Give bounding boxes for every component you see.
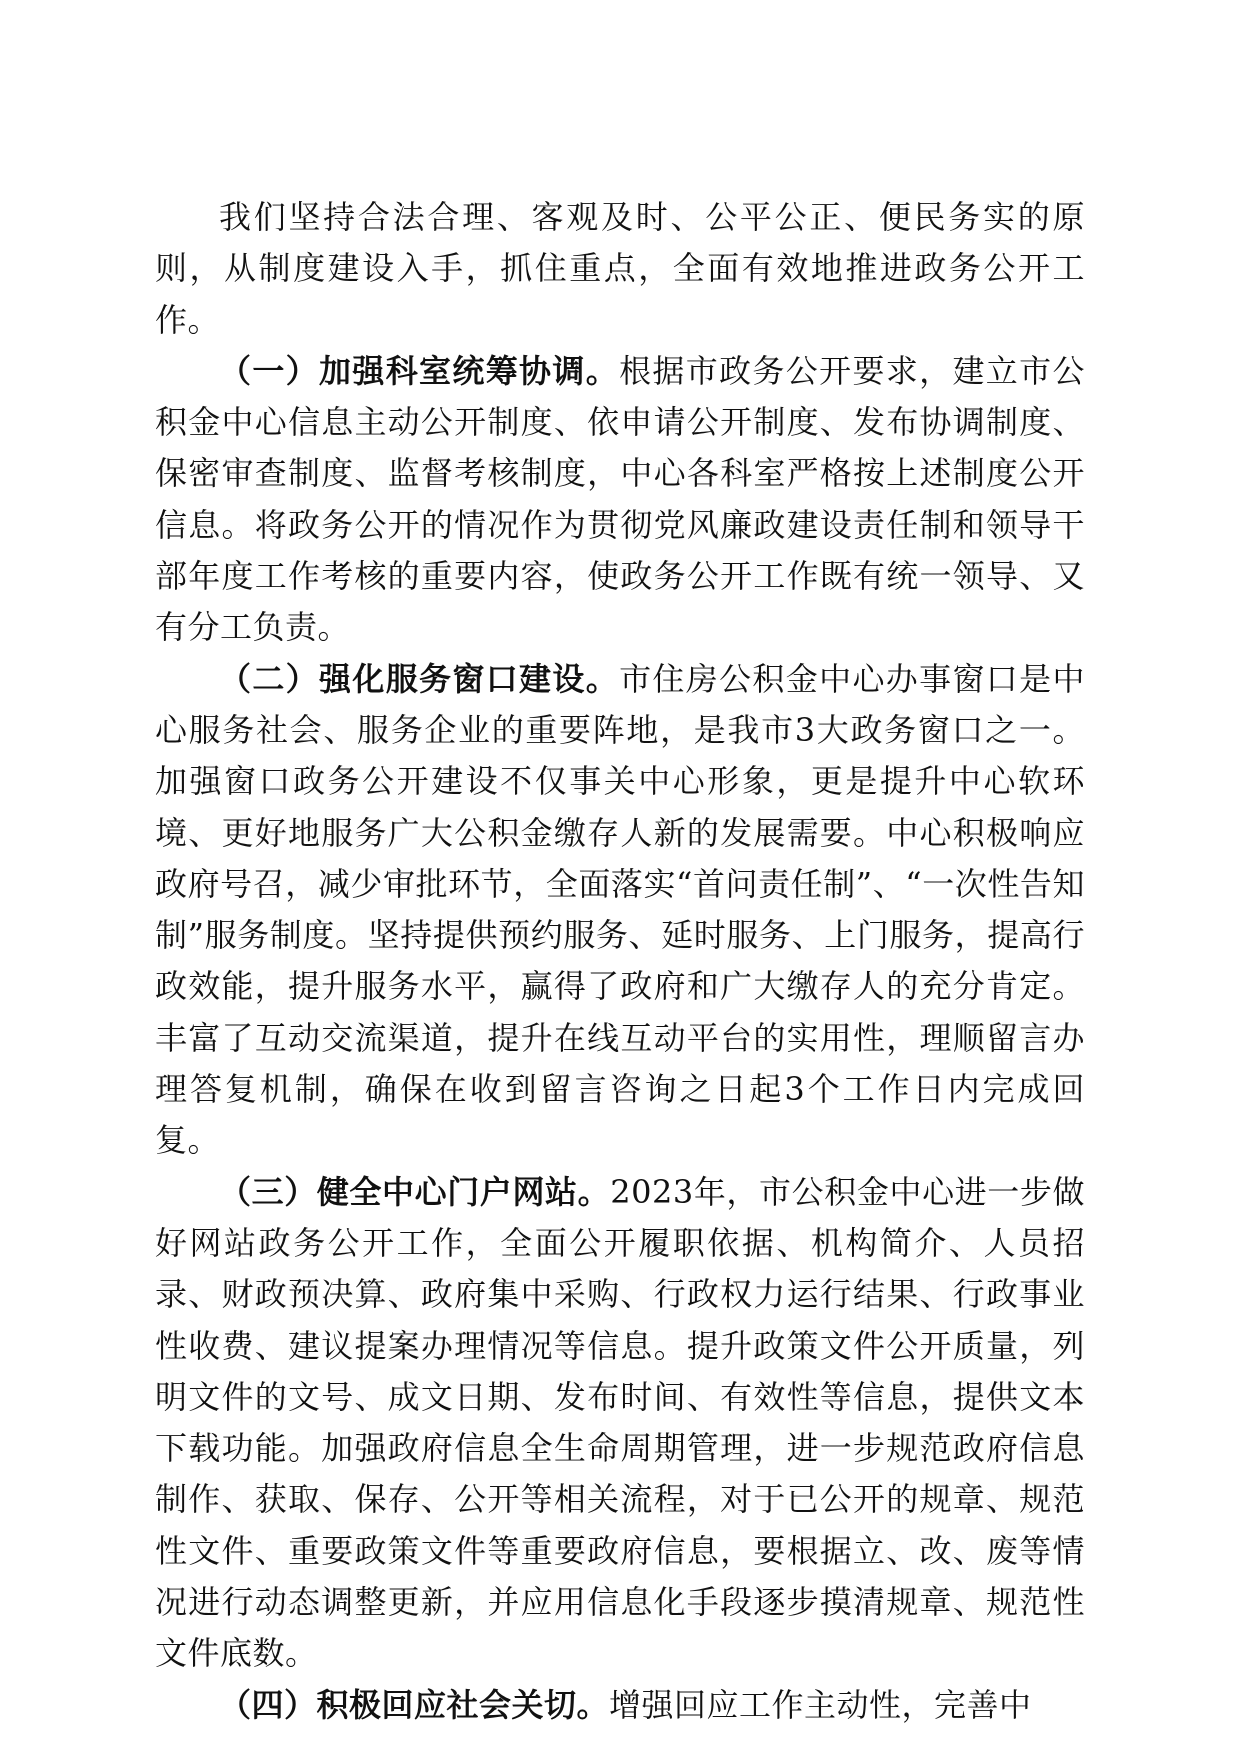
section-3-heading: （三）健全中心门户网站。 [219, 1172, 611, 1211]
section-2-paragraph [155, 654, 1085, 1167]
section-2-body: 市住房公积金中心办事窗口是中心服务社会、服务企业的重要阵地，是我市3大政务窗口之一。加强窗口政务公开建设不仅事关中心形象，更是提升中心软环境、更好地服务广大公积金缴存人新的发展需要。中心积极响应政府号召，减少审批环节，全面落实“首问责任制”、“一次性告知制”服务制度。坚持提供预约服务、延时服务、上门服务，提高行政效能，提升服务水平，赢得了政府和广大缴存人的充分肯定。丰富了互动交流渠道，提升在线互动平台的实用性，理顺留言办理答复机制，确保在收到留言咨询之日起3个工作日内完成回复。 [155, 659, 1085, 1160]
section-3-body: 2023年，市公积金中心进一步做好网站政务公开工作，全面公开履职依据、机构简介、人员招录、财政预决算、政府集中采购、行政权力运行结果、行政事业性收费、建议提案办理情况等信息。提升政策文件公开质量，列明文件的文号、成文日期、发布时间、有效性等信息，提供文本下载功能。加强政府信息全生命周期管理，进一步规范政府信息制作、获取、保存、公开等相关流程，对于已公开的规章、规范性文件、重要政策文件等重要政府信息，要根据立、改、废等情况进行动态调整更新，并应用信息化手段逐步摸清规章、规范性文件底数。 [155, 1172, 1085, 1673]
section-1-heading: （一）加强科室统筹协调。 [219, 351, 620, 390]
intro-text: 我们坚持合法合理、客观及时、公平公正、便民务实的原则，从制度建设入手，抓住重点，全面有效地推进政务公开工作。 [155, 198, 1085, 339]
section-2-heading: （二）强化服务窗口建设。 [219, 659, 620, 698]
section-1-body: 根据市政务公开要求，建立市公积金中心信息主动公开制度、依申请公开制度、发布协调制度、保密审查制度、监督考核制度，中心各科室严格按上述制度公开信息。将政务公开的情况作为贯彻党风廉政建设责任制和领导干部年度工作考核的重要内容，使政务公开工作既有统一领导、又有分工负责。 [155, 351, 1085, 647]
document-page [155, 192, 1085, 1731]
section-4-body: 增强回应工作主动性，完善中 [609, 1685, 1032, 1724]
section-3-paragraph [155, 1167, 1085, 1680]
section-4-paragraph [155, 1680, 1085, 1731]
section-1-paragraph [155, 346, 1085, 654]
intro-paragraph [155, 192, 1085, 346]
section-4-heading: （四）积极回应社会关切。 [219, 1685, 610, 1724]
